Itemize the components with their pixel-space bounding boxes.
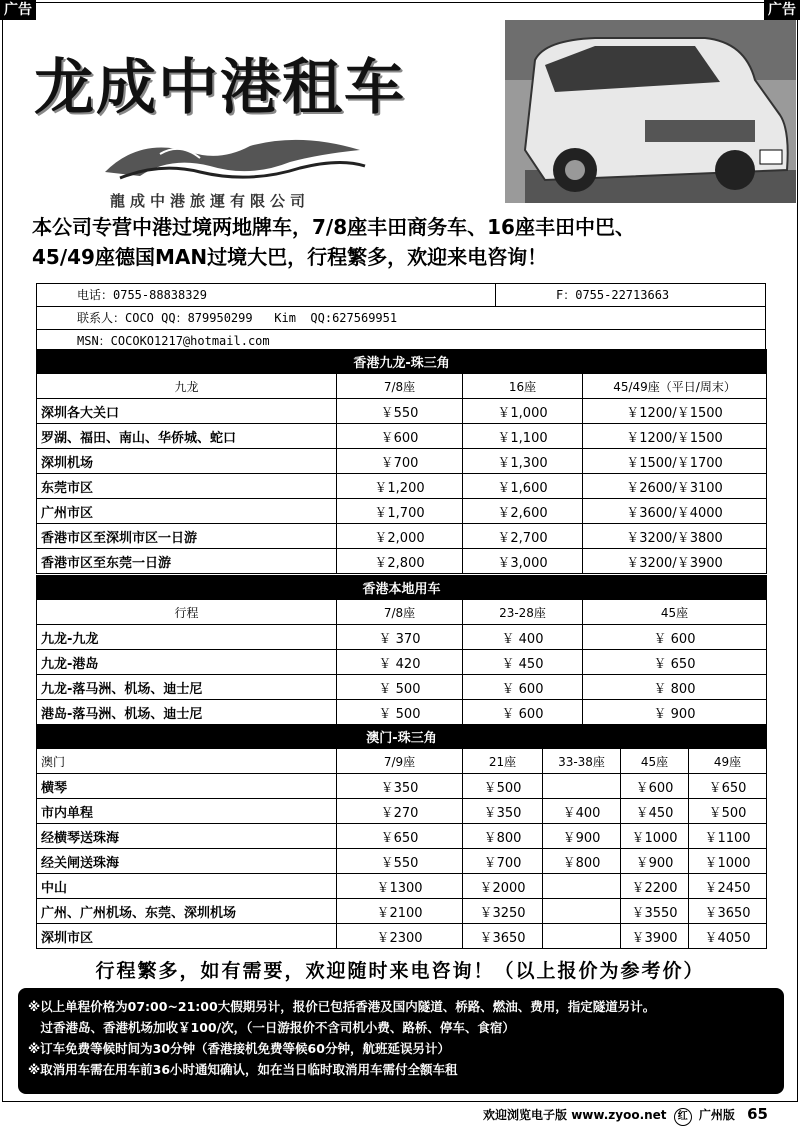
phone-number: 电话：0755-88838329 <box>77 288 207 302</box>
ad-label-right: 广告 <box>764 0 800 20</box>
table-row <box>37 799 767 824</box>
price-cell: ￥2100 <box>337 899 463 924</box>
table-row <box>37 849 767 874</box>
ad-label-left: 广告 <box>0 0 36 20</box>
table-row <box>37 524 767 549</box>
section-title: 香港九龙-珠三角 <box>37 350 767 374</box>
intro-text <box>32 212 792 272</box>
price-cell: ￥4050 <box>689 924 767 949</box>
company-name: 龍成中港旅運有限公司 <box>110 192 311 210</box>
price-cell: ￥ 650 <box>583 650 767 675</box>
price-cell: ￥650 <box>689 774 767 799</box>
contact-person: 联系人：COCO QQ：879950299 Kim QQ:627569951 <box>77 311 398 325</box>
price-cell: ￥450 <box>621 799 689 824</box>
price-cell: ￥500 <box>689 799 767 824</box>
column-header: 7/8座 <box>337 374 463 399</box>
route-name: 广州、广州机场、东莞、深圳机场 <box>37 899 337 924</box>
table-header-row <box>37 600 767 625</box>
route-name: 九龙-落马洲、机场、迪士尼 <box>37 675 337 700</box>
route-name: 深圳各大关口 <box>37 399 337 424</box>
route-name: 九龙-港岛 <box>37 650 337 675</box>
price-cell: ￥ 600 <box>583 625 767 650</box>
toyota-van-photo <box>505 20 796 203</box>
price-cell: ￥800 <box>463 824 543 849</box>
table-row <box>37 899 767 924</box>
contact-person-row <box>37 307 765 330</box>
price-cell: ￥3650 <box>463 924 543 949</box>
price-cell: ￥500 <box>463 774 543 799</box>
table-row <box>37 549 767 574</box>
price-cell <box>543 924 621 949</box>
price-cell: ￥ 420 <box>337 650 463 675</box>
price-cell: ￥1,700 <box>337 499 463 524</box>
page-title: 龙成中港租车 <box>34 53 406 123</box>
price-cell: ￥2450 <box>689 874 767 899</box>
price-cell: ￥1,300 <box>463 449 583 474</box>
table-macau-prd <box>36 724 767 949</box>
route-name: 市内单程 <box>37 799 337 824</box>
table-row <box>37 700 767 725</box>
dragon-logo-icon <box>100 132 370 188</box>
price-cell: ￥1000 <box>689 849 767 874</box>
table-row <box>37 774 767 799</box>
edition-label: 广州版 <box>698 1108 735 1122</box>
price-cell: ￥ 900 <box>583 700 767 725</box>
price-cell: ￥2000 <box>463 874 543 899</box>
price-cell: ￥2200 <box>621 874 689 899</box>
price-cell: ￥1000 <box>621 824 689 849</box>
fax-number: F：0755-22713663 <box>495 284 768 306</box>
section-title: 香港本地用车 <box>37 576 767 600</box>
price-cell: ￥2300 <box>337 924 463 949</box>
route-name: 九龙-九龙 <box>37 625 337 650</box>
table-header-row <box>37 374 767 399</box>
table-row <box>37 924 767 949</box>
price-cell: ￥ 370 <box>337 625 463 650</box>
route-name: 罗湖、福田、南山、华侨城、蛇口 <box>37 424 337 449</box>
price-cell: ￥350 <box>463 799 543 824</box>
route-name: 广州市区 <box>37 499 337 524</box>
price-cell: ￥1,200 <box>337 474 463 499</box>
price-cell: ￥ 400 <box>463 625 583 650</box>
price-cell: ￥550 <box>337 399 463 424</box>
route-name: 港岛-落马洲、机场、迪士尼 <box>37 700 337 725</box>
route-name: 经关闸送珠海 <box>37 849 337 874</box>
route-name: 东莞市区 <box>37 474 337 499</box>
price-cell: ￥700 <box>337 449 463 474</box>
price-cell: ￥3550 <box>621 899 689 924</box>
table-row <box>37 449 767 474</box>
price-cell: ￥1500/￥1700 <box>583 449 767 474</box>
table-row <box>37 474 767 499</box>
table-row <box>37 424 767 449</box>
page-footer <box>483 1104 768 1126</box>
price-cell: ￥600 <box>337 424 463 449</box>
column-header: 21座 <box>463 749 543 774</box>
price-cell: ￥1200/￥1500 <box>583 399 767 424</box>
price-cell: ￥800 <box>543 849 621 874</box>
price-cell: ￥1,100 <box>463 424 583 449</box>
price-cell: ￥2,000 <box>337 524 463 549</box>
route-name: 中山 <box>37 874 337 899</box>
price-cell: ￥2600/￥3100 <box>583 474 767 499</box>
route-name: 经横琴送珠海 <box>37 824 337 849</box>
column-header: 7/9座 <box>337 749 463 774</box>
column-header: 16座 <box>463 374 583 399</box>
price-cell: ￥ 800 <box>583 675 767 700</box>
price-cell: ￥1,600 <box>463 474 583 499</box>
column-header: 九龙 <box>37 374 337 399</box>
table-header-row <box>37 749 767 774</box>
price-cell: ￥ 600 <box>463 700 583 725</box>
route-name: 深圳机场 <box>37 449 337 474</box>
price-cell: ￥650 <box>337 824 463 849</box>
price-cell: ￥ 500 <box>337 675 463 700</box>
note-line: 过香港岛、香港机场加收￥100/次，（一日游报价不含司机小费、路桥、停车、食宿） <box>28 1020 515 1035</box>
contact-phone-row <box>37 284 765 307</box>
table-hk-local <box>36 575 767 725</box>
price-cell: ￥1200/￥1500 <box>583 424 767 449</box>
price-cell <box>543 899 621 924</box>
price-cell: ￥3900 <box>621 924 689 949</box>
msn-address: MSN：COCOKO1217@hotmail.com <box>77 334 270 348</box>
price-cell <box>543 874 621 899</box>
column-header: 23-28座 <box>463 600 583 625</box>
route-name: 横琴 <box>37 774 337 799</box>
price-cell: ￥ 450 <box>463 650 583 675</box>
notes-box <box>18 988 784 1094</box>
price-cell: ￥350 <box>337 774 463 799</box>
table-hk-kowloon-prd <box>36 349 767 574</box>
price-cell: ￥1,000 <box>463 399 583 424</box>
column-header: 45/49座（平日/周末） <box>583 374 767 399</box>
route-name: 香港市区至深圳市区一日游 <box>37 524 337 549</box>
table-row <box>37 625 767 650</box>
price-cell: ￥3600/￥4000 <box>583 499 767 524</box>
table-row <box>37 399 767 424</box>
red-badge-icon: 红 <box>674 1108 692 1126</box>
section-title: 澳门-珠三角 <box>37 725 767 749</box>
price-cell: ￥3200/￥3800 <box>583 524 767 549</box>
price-cell: ￥2,700 <box>463 524 583 549</box>
price-cell: ￥900 <box>543 824 621 849</box>
price-cell: ￥3250 <box>463 899 543 924</box>
column-header: 45座 <box>583 600 767 625</box>
note-line: ※订车免费等候时间为30分钟（香港接机免费等候60分钟，航班延误另计） <box>28 1041 450 1056</box>
table-row <box>37 874 767 899</box>
intro-line-2: 45/49座德国MAN过境大巴，行程繁多，欢迎来电咨询！ <box>32 245 548 269</box>
price-cell: ￥1100 <box>689 824 767 849</box>
note-line: ※以上单程价格为07:00~21:00大假期另计，报价已包括香港及国内隧道、桥路、燃油、费用，指定隧道另计。 <box>28 999 656 1014</box>
column-header: 45座 <box>621 749 689 774</box>
column-header: 澳门 <box>37 749 337 774</box>
column-header: 7/8座 <box>337 600 463 625</box>
price-cell: ￥2,800 <box>337 549 463 574</box>
price-cell: ￥3200/￥3900 <box>583 549 767 574</box>
slogan: 行程繁多，如有需要，欢迎随时来电咨询！（以上报价为参考价） <box>95 960 705 982</box>
table-row <box>37 650 767 675</box>
price-cell <box>543 774 621 799</box>
price-cell: ￥3,000 <box>463 549 583 574</box>
price-cell: ￥2,600 <box>463 499 583 524</box>
contact-box <box>36 283 766 353</box>
table-row <box>37 499 767 524</box>
column-header: 行程 <box>37 600 337 625</box>
column-header: 33-38座 <box>543 749 621 774</box>
price-cell: ￥270 <box>337 799 463 824</box>
price-cell: ￥700 <box>463 849 543 874</box>
price-cell: ￥550 <box>337 849 463 874</box>
column-header: 49座 <box>689 749 767 774</box>
intro-line-1: 本公司专营中港过境两地牌车，7/8座丰田商务车、16座丰田中巴、 <box>32 215 635 239</box>
table-row <box>37 675 767 700</box>
footer-text: 欢迎浏览电子版 www.zyoo.net <box>483 1108 667 1122</box>
route-name: 深圳市区 <box>37 924 337 949</box>
table-row <box>37 824 767 849</box>
price-cell: ￥ 600 <box>463 675 583 700</box>
route-name: 香港市区至东莞一日游 <box>37 549 337 574</box>
price-cell: ￥900 <box>621 849 689 874</box>
note-line: ※取消用车需在用车前36小时通知确认，如在当日临时取消用车需付全额车租 <box>28 1062 458 1077</box>
price-cell: ￥ 500 <box>337 700 463 725</box>
price-cell: ￥1300 <box>337 874 463 899</box>
price-cell: ￥3650 <box>689 899 767 924</box>
price-cell: ￥400 <box>543 799 621 824</box>
page-number: 65 <box>747 1105 768 1123</box>
price-cell: ￥600 <box>621 774 689 799</box>
